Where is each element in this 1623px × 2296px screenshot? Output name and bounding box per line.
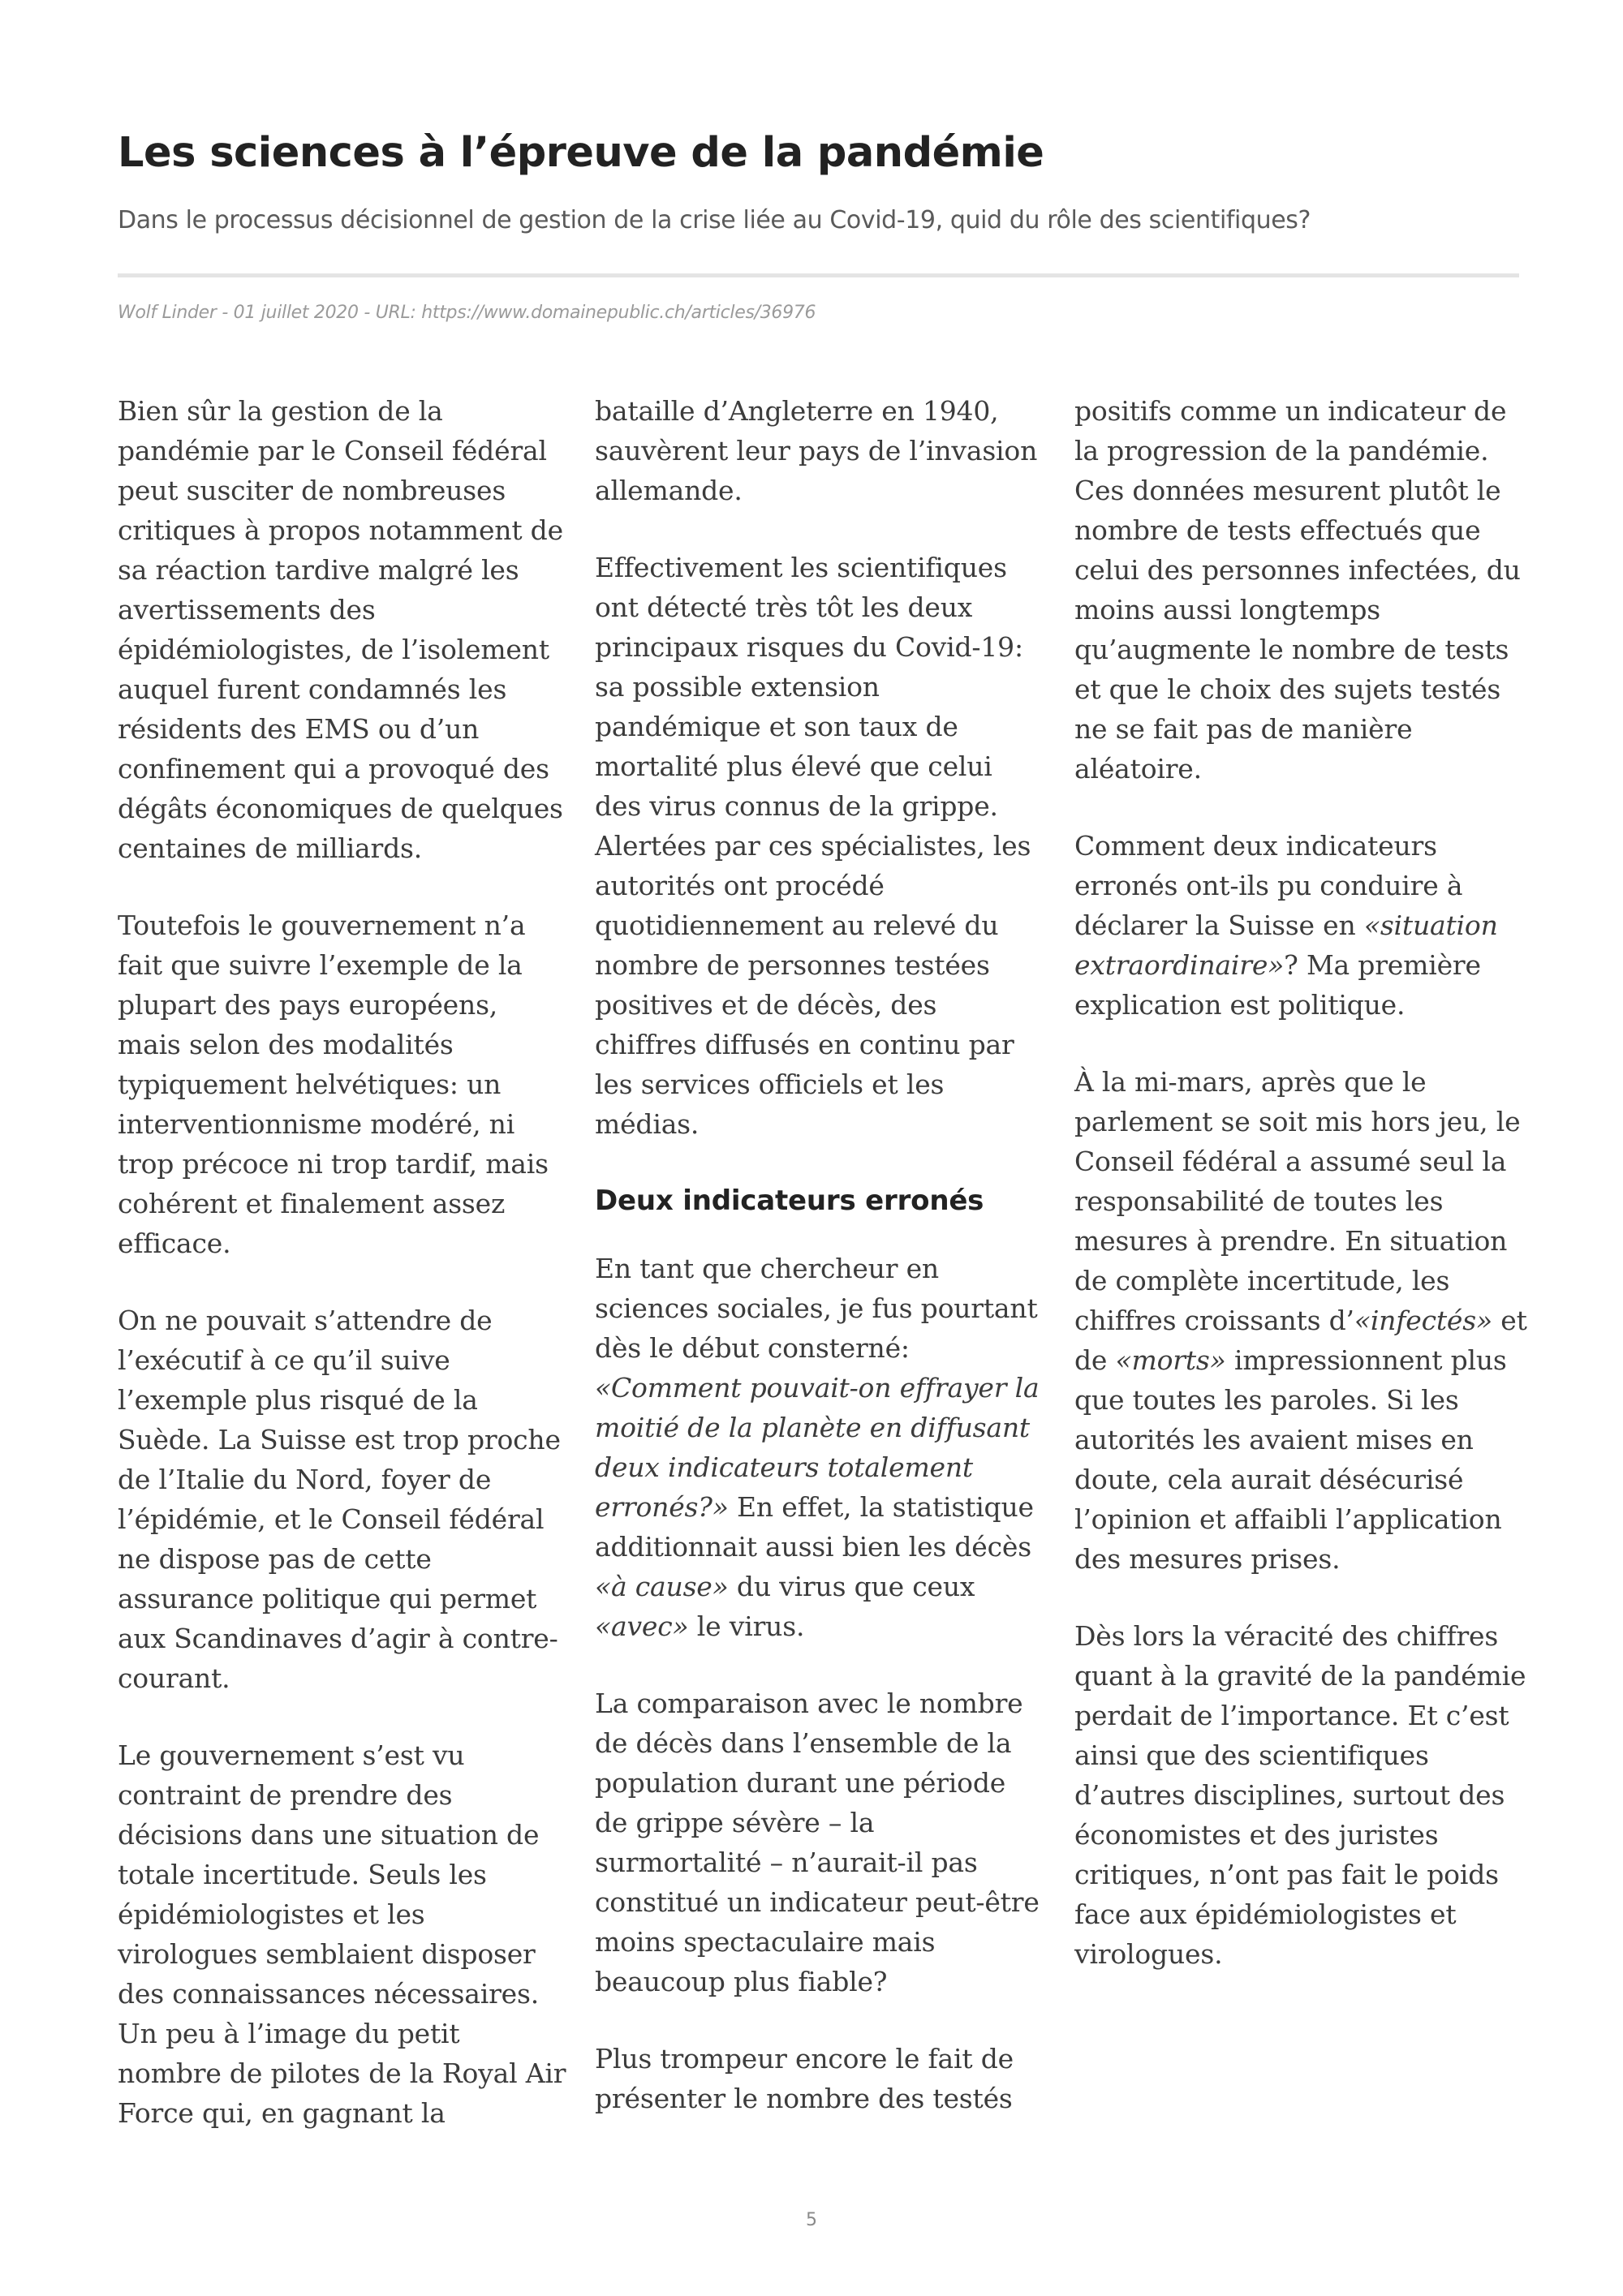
- paragraph-6-text: En effet, la statistique additionnait aussi bien les décès: [595, 1491, 1034, 1563]
- paragraph-5: Effectivement les scientifiques ont détecté très tôt les deux principaux risques du Covid-19: sa possible extension pandémique et son taux de mortalité plus élevé que celui des virus connus de la grippe. Alertées par ces spécialistes, les autorités ont procédé quotidiennement au relevé du nombre de personnes testées positives et de décès, des chiffres diffusés en continu par les services officiels et les médias.: [595, 552, 1031, 1140]
- paragraph-10-text: impressionnent plus que toutes les paroles. Si les autorités les avaient mises en doute, cela aurait désécurisé l’opinion et affaibli l’application des mesures prises.: [1074, 1344, 1507, 1575]
- article-title: Les sciences à l’épreuve de la pandémie: [118, 129, 1044, 177]
- page-number: 5: [806, 2210, 817, 2230]
- paragraph-6-text: En tant que chercheur en sciences sociales, je fus pourtant dès le début consterné:: [595, 1253, 1038, 1364]
- paragraph-3: On ne pouvait s’attendre de l’exécutif à ce qu’il suive l’exemple plus risqué de la Suède. La Suisse est trop proche de l’Italie du Nord, foyer de l’épidémie, et le Conseil fédéral ne dispose pas de cette assurance politique qui permet aux Scandinaves d’agir à contre-courant.: [118, 1305, 561, 1694]
- paragraph-8-continued: [1074, 391, 1529, 789]
- section-heading: Deux indicateurs erronés: [595, 1185, 984, 1217]
- paragraph-7: La comparaison avec le nombre de décès dans l’ensemble de la population durant une période de grippe sévère – la surmortalité – n’aurait-il pas constitué un indicateur peut-être moins spectaculaire mais beaucoup plus fiable?: [595, 1688, 1040, 1997]
- paragraph-4-continued: [595, 391, 1041, 510]
- paragraph-4: [118, 1735, 568, 2133]
- paragraph-10-text: et de: [1074, 1305, 1527, 1376]
- quote-situation-extraordinaire: «situation extraordinaire»: [1074, 909, 1498, 981]
- paragraph-8: [595, 2039, 1041, 2118]
- text-column-3: [1074, 391, 1529, 1974]
- paragraph-10: [1074, 1062, 1529, 1579]
- paragraph-8-start: Plus trompeur encore le fait de présenter le nombre des testés: [595, 2043, 1014, 2114]
- paragraph-1: Bien sûr la gestion de la pandémie par le Conseil fédéral peut susciter de nombreuses critiques à propos notamment de sa réaction tardive malgré les avertissements des épidémiologistes, de l’isolement auquel furent condamnés les résidents des EMS ou d’un confinement qui a provoqué des dégâts économiques de quelques centaines de milliards.: [118, 395, 563, 864]
- article-subtitle: Dans le processus décisionnel de gestion de la crise liée au Covid-19, quid du rôle des scientifiques?: [118, 206, 1311, 234]
- header-divider: [118, 273, 1519, 277]
- quote-a-cause: «à cause»: [595, 1571, 729, 1602]
- quote-morts: «morts»: [1115, 1344, 1226, 1376]
- paragraph-6-text: du virus que ceux: [728, 1571, 975, 1602]
- paragraph-8-end: positifs comme un indicateur de la progression de la pandémie. Ces données mesurent plutôt le nombre de tests effectués que celui des personnes infectées, du moins aussi longtemps qu’augmente le nombre de tests et que le choix des sujets testés ne se fait pas de manière aléatoire.: [1074, 395, 1521, 785]
- text-column-2: [595, 391, 1041, 2118]
- paragraph-4-end: bataille d’Angleterre en 1940, sauvèrent leur pays de l’invasion allemande.: [595, 395, 1038, 506]
- quote-avec: «avec»: [595, 1610, 689, 1642]
- paragraph-11: Dès lors la véracité des chiffres quant à la gravité de la pandémie perdait de l’importance. Et c’est ainsi que des scientifiques d’autres disciplines, surtout des économistes et des juristes critiques, n’ont pas fait le poids face aux épidémiologistes et virologues.: [1074, 1620, 1526, 1970]
- paragraph-6: [595, 1249, 1041, 1646]
- paragraph-9-text: Comment deux indicateurs erronés ont-ils pu conduire à déclarer la Suisse en: [1074, 830, 1463, 941]
- paragraph-2: Toutefois le gouvernement n’a fait que suivre l’exemple de la plupart des pays européens, mais selon des modalités typiquement helvétiques: un interventionnisme modéré, ni trop précoce ni trop tardif, mais cohérent et finalement assez efficace.: [118, 909, 549, 1259]
- paragraph-10-text: À la mi-mars, après que le parlement se soit mis hors jeu, le Conseil fédéral a assumé seul la responsabilité de toutes les mesures à prendre. En situation de complète incertitude, les chiffres croissants d’: [1074, 1066, 1521, 1336]
- quote-infectes: «infectés»: [1354, 1305, 1492, 1336]
- paragraph-9: [1074, 826, 1529, 1025]
- paragraph-9-text: ? Ma première explication est politique.: [1074, 949, 1481, 1021]
- paragraph-6-text: le virus.: [688, 1610, 805, 1642]
- quote-question: «Comment pouvait-on effrayer la moitié de la planète en diffusant deux indicateurs totalement erronés?»: [595, 1372, 1040, 1523]
- text-column-1: [118, 391, 568, 2133]
- paragraph-4-start: Le gouvernement s’est vu contraint de prendre des décisions dans une situation de totale incertitude. Seuls les épidémiologistes et les virologues semblaient disposer des connaissances nécessaires. Un peu à l’image du petit nombre de pilotes de la Royal Air Force qui, en gagnant la: [118, 1739, 566, 2129]
- article-byline: Wolf Linder - 01 juillet 2020 - URL: https://www.domainepublic.ch/articles/36976: [118, 303, 816, 323]
